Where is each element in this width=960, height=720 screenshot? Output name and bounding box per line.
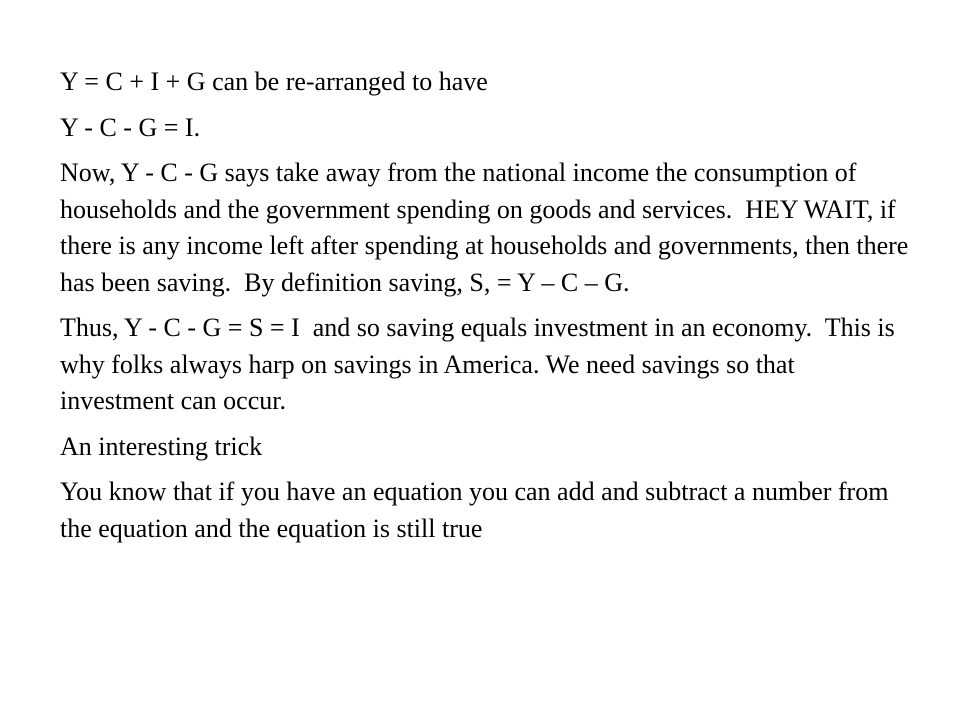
saving-definition-paragraph: Now, Y - C - G says take away from the national income the consumption of households and the government spending on goods and services. HEY WAIT, if there is any income left after spending at households and governments, then there has been saving. By definition saving, S, = Y – C – G.	[60, 158, 915, 297]
trick-explanation-paragraph: You know that if you have an equation you can add and subtract a number from the equation and the equation is still true	[60, 477, 895, 543]
slide-body	[60, 64, 915, 556]
saving-investment-paragraph: Thus, Y - C - G = S = I and so saving equals investment in an economy. This is why folks always harp on savings in America. We need savings so that investment can occur.	[60, 313, 902, 415]
equation-rearranged: Y - C - G = I.	[60, 112, 201, 142]
trick-heading: An interesting trick	[60, 431, 263, 461]
equation-identity: Y = C + I + G can be re-arranged to have	[60, 67, 488, 96]
